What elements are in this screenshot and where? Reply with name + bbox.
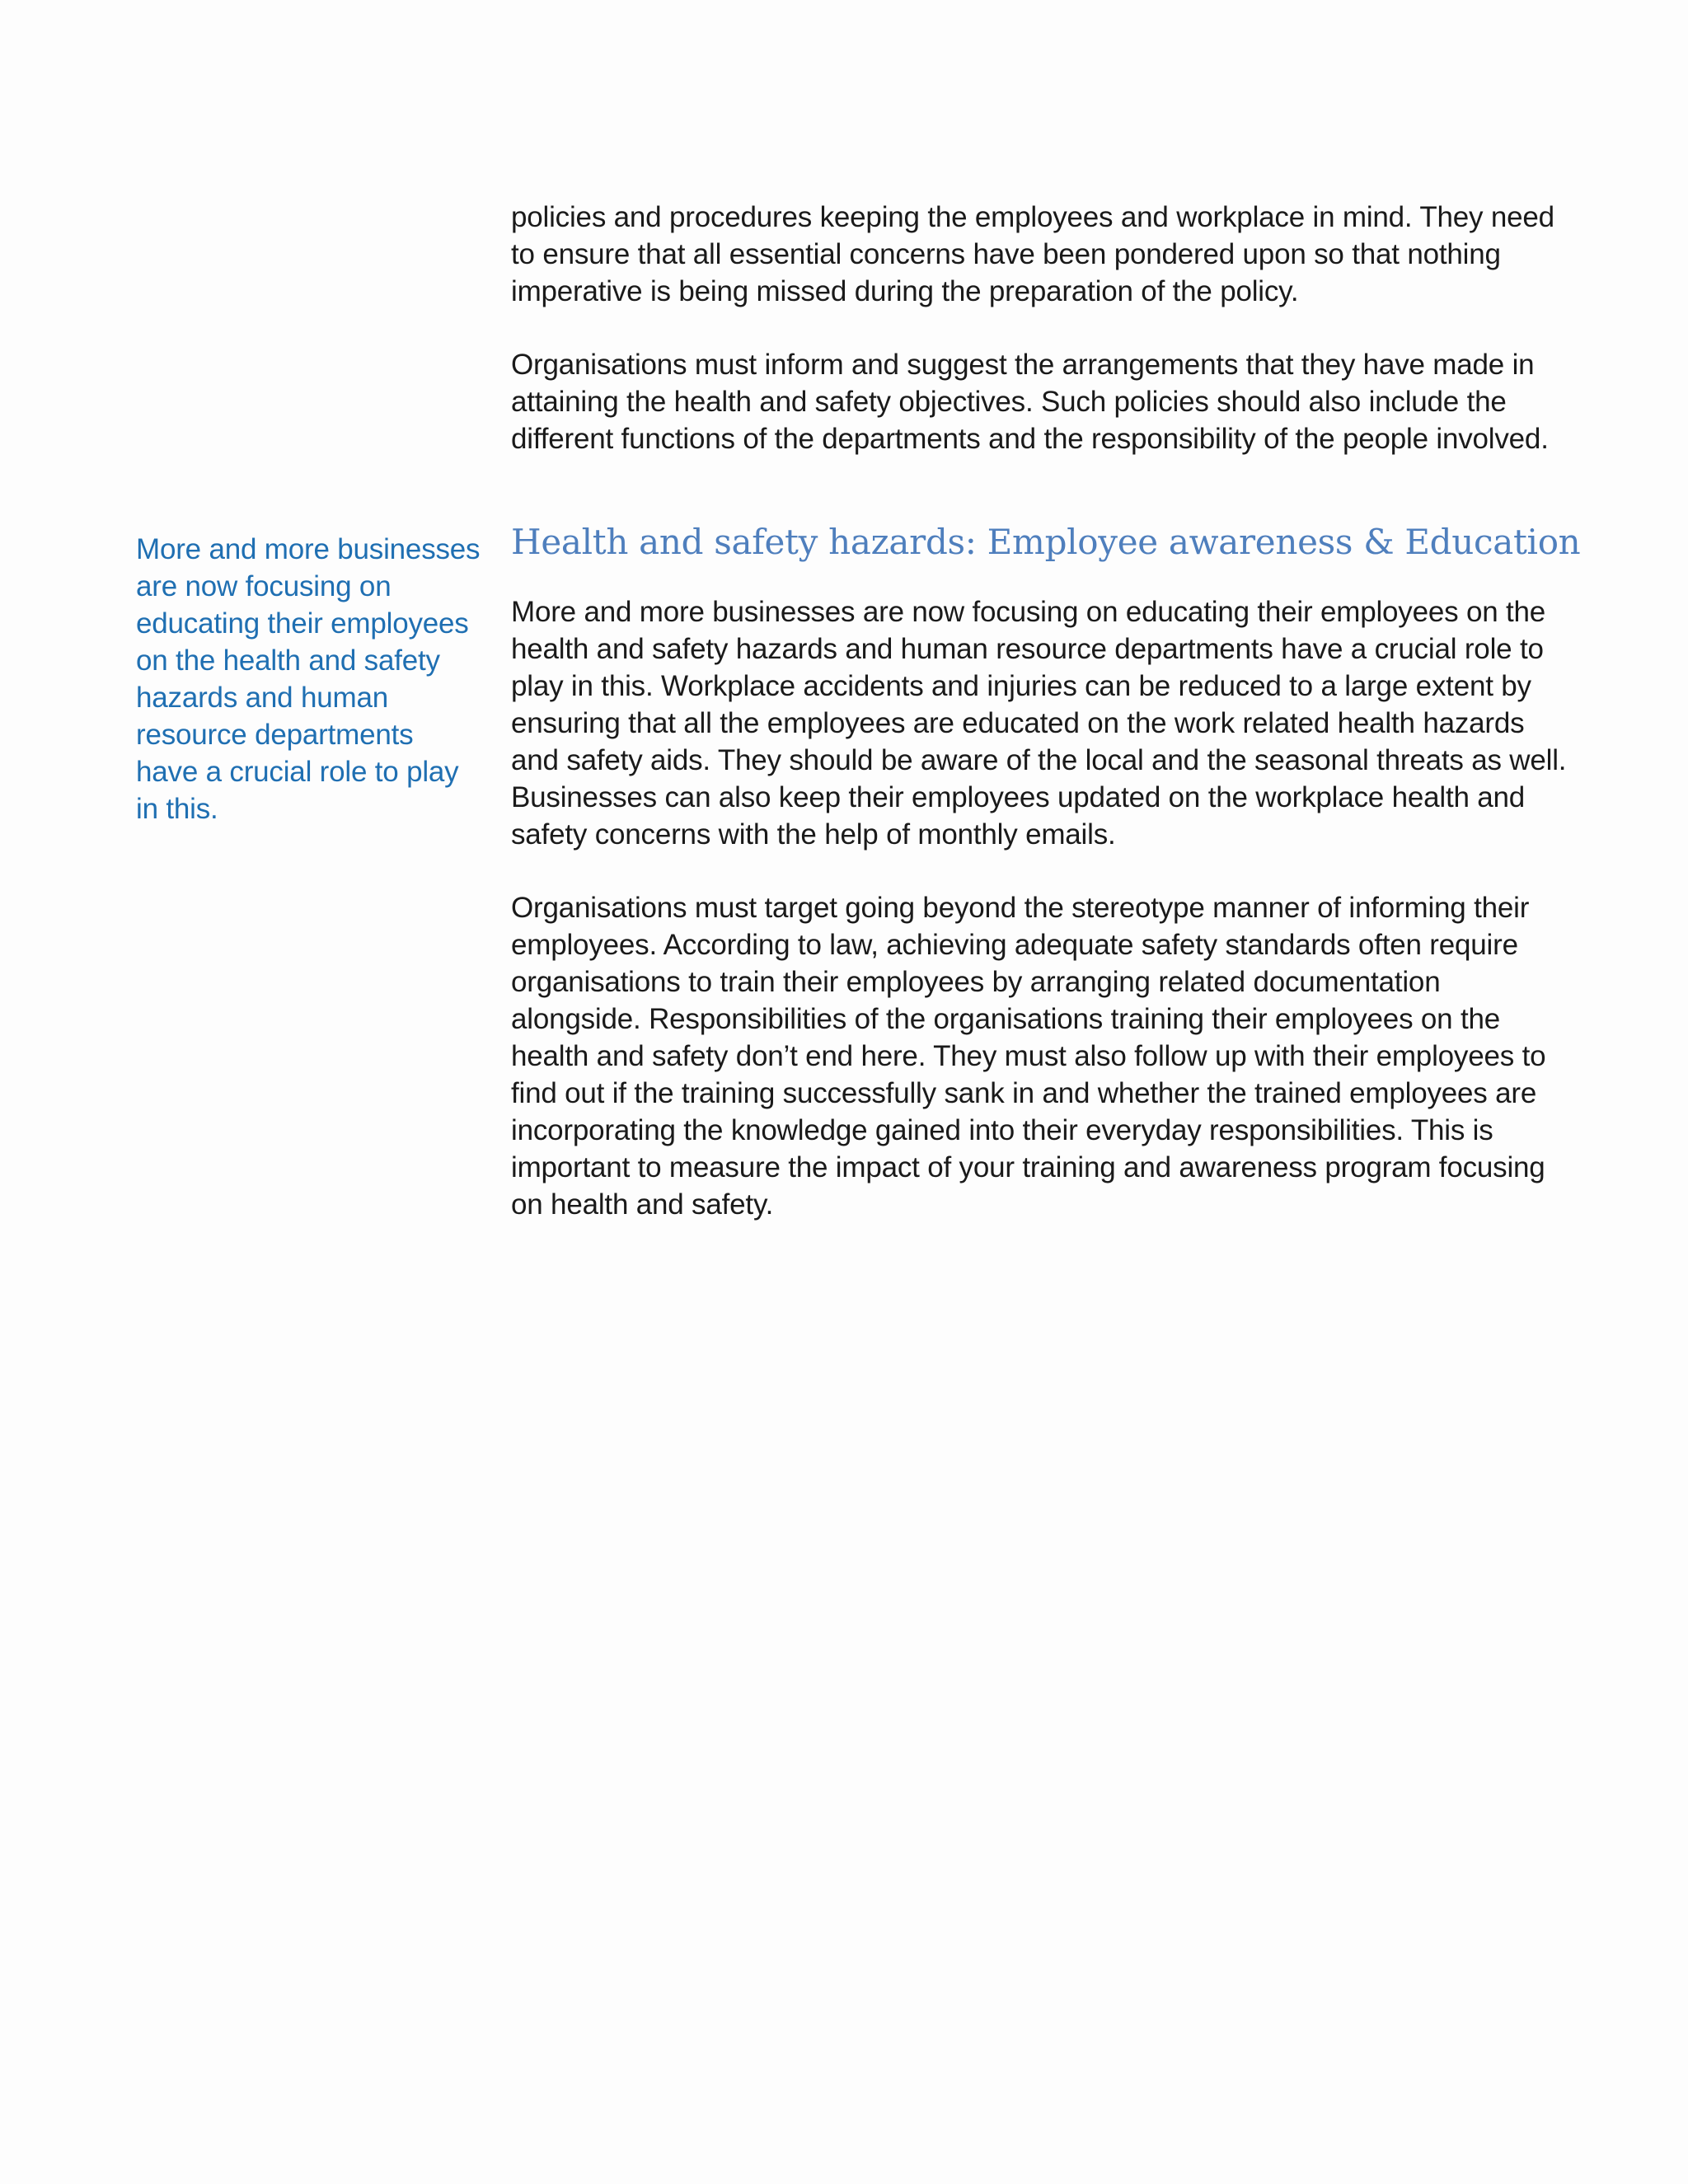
paragraph-policy-continuation: policies and procedures keeping the employees and workplace in mind. They need to ensure that all essential concerns have been pondered upon so that nothing imperative is being missed during the preparation of the policy. (511, 201, 1554, 307)
paragraph-employee-training: Organisations must target going beyond the stereotype manner of informing their employees. According to law, achieving adequate safety standards often require organisations to train their employees by arranging related documentation alongside. Responsibilities of the organisations training their employees on the health and safety don’t end here. They must also follow up with their employees to find out if the training successfully sank in and whether the trained employees are incorporating the knowledge gained into their everyday responsibilities. This is important to measure the impact of your training and awareness program focusing on health and safety. (511, 892, 1546, 1221)
section-heading: Health and safety hazards: Employee awareness & Education (511, 522, 1581, 562)
sidebar-pull-quote: More and more businesses are now focusing on educating their employees on the health and safety hazards and human resource departments have a crucial role to play in this. (136, 533, 481, 825)
paragraph-employee-education: More and more businesses are now focusing on educating their employees on the health and safety hazards and human resource departments have a crucial role to play in this. Workplace accidents and injuries can be reduced to a large extent by ensuring that all the employees are educated on the work related health hazards and safety aids. They should be aware of the local and the seasonal threats as well. Businesses can also keep their employees updated on the workplace health and safety concerns with the help of monthly emails. (511, 596, 1567, 851)
paragraph-arrangements: Organisations must inform and suggest the arrangements that they have made in attaining the health and safety objectives. Such policies should also include the different functions of the departments and the responsibility of the people involved. (511, 349, 1549, 455)
